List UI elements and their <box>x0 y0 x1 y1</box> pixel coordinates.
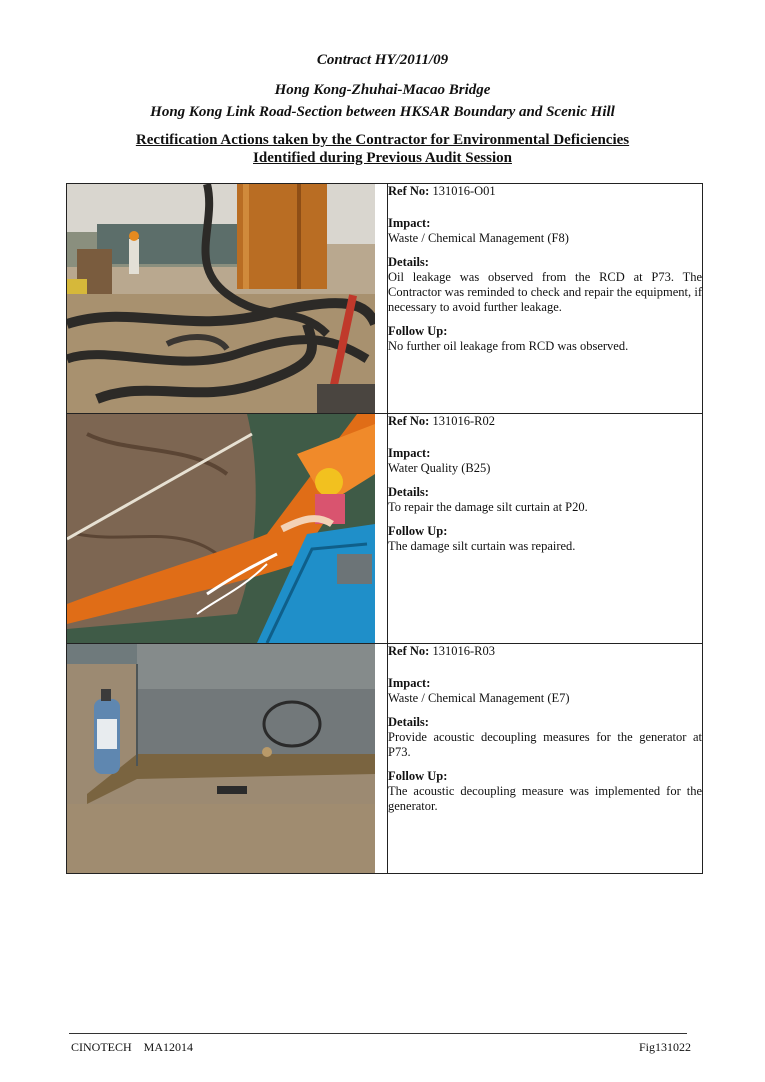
photo-cell <box>67 644 388 874</box>
ref-label: Ref No: <box>388 414 430 428</box>
document-title-line-2: Identified during Previous Audit Session <box>253 150 512 166</box>
ref-number: 131016-O01 <box>432 184 496 198</box>
section-name: Hong Kong Link Road-Section between HKSAR Boundary and Scenic Hill <box>150 104 615 120</box>
details-value: Provide acoustic decoupling measures for the generator at P73. <box>388 730 702 759</box>
follow-up-label: Follow Up: <box>388 524 448 538</box>
follow-up-label: Follow Up: <box>388 769 448 783</box>
details-value: To repair the damage silt curtain at P20. <box>388 500 588 514</box>
footer-report: MA12014 <box>143 1040 194 1054</box>
document-title-line-1: Rectification Actions taken by the Contractor for Environmental Deficiencies <box>135 132 630 148</box>
ref-number: 131016-R03 <box>432 644 495 658</box>
table-row <box>67 414 703 644</box>
ref-number: 131016-R02 <box>432 414 495 428</box>
rectification-table <box>66 183 703 874</box>
site-photo-rcd-hoses <box>67 184 375 413</box>
details-label: Details: <box>388 485 429 499</box>
details-value: Oil leakage was observed from the RCD at P73. The Contractor was reminded to check and repair the equipment, if necessary to avoid further leakage. <box>388 270 702 314</box>
info-cell <box>388 184 703 414</box>
follow-up-value: The damage silt curtain was repaired. <box>388 539 576 553</box>
footer-divider <box>69 1033 687 1034</box>
footer-figure: Fig131022 <box>638 1040 691 1054</box>
follow-up-value: No further oil leakage from RCD was observed. <box>388 339 629 353</box>
table-row <box>67 644 703 874</box>
ref-label: Ref No: <box>388 184 430 198</box>
details-label: Details: <box>388 255 429 269</box>
impact-label: Impact: <box>388 216 431 230</box>
table-row <box>67 184 703 414</box>
follow-up-value: The acoustic decoupling measure was implemented for the generator. <box>388 784 702 813</box>
info-cell <box>388 414 703 644</box>
impact-label: Impact: <box>388 446 431 460</box>
footer-company: CINOTECH <box>71 1040 132 1054</box>
photo-cell <box>67 184 388 414</box>
footer-left <box>71 1040 193 1055</box>
ref-label: Ref No: <box>388 644 430 658</box>
site-photo-generator <box>67 644 375 873</box>
project-name: Hong Kong-Zhuhai-Macao Bridge <box>274 82 491 98</box>
photo-cell <box>67 414 388 644</box>
follow-up-label: Follow Up: <box>388 324 448 338</box>
details-label: Details: <box>388 715 429 729</box>
impact-value: Waste / Chemical Management (E7) <box>388 691 570 705</box>
impact-label: Impact: <box>388 676 431 690</box>
contract-number: Contract HY/2011/09 <box>316 52 449 68</box>
impact-value: Waste / Chemical Management (F8) <box>388 231 569 245</box>
impact-value: Water Quality (B25) <box>388 461 491 475</box>
info-cell <box>388 644 703 874</box>
site-photo-silt-curtain <box>67 414 375 643</box>
